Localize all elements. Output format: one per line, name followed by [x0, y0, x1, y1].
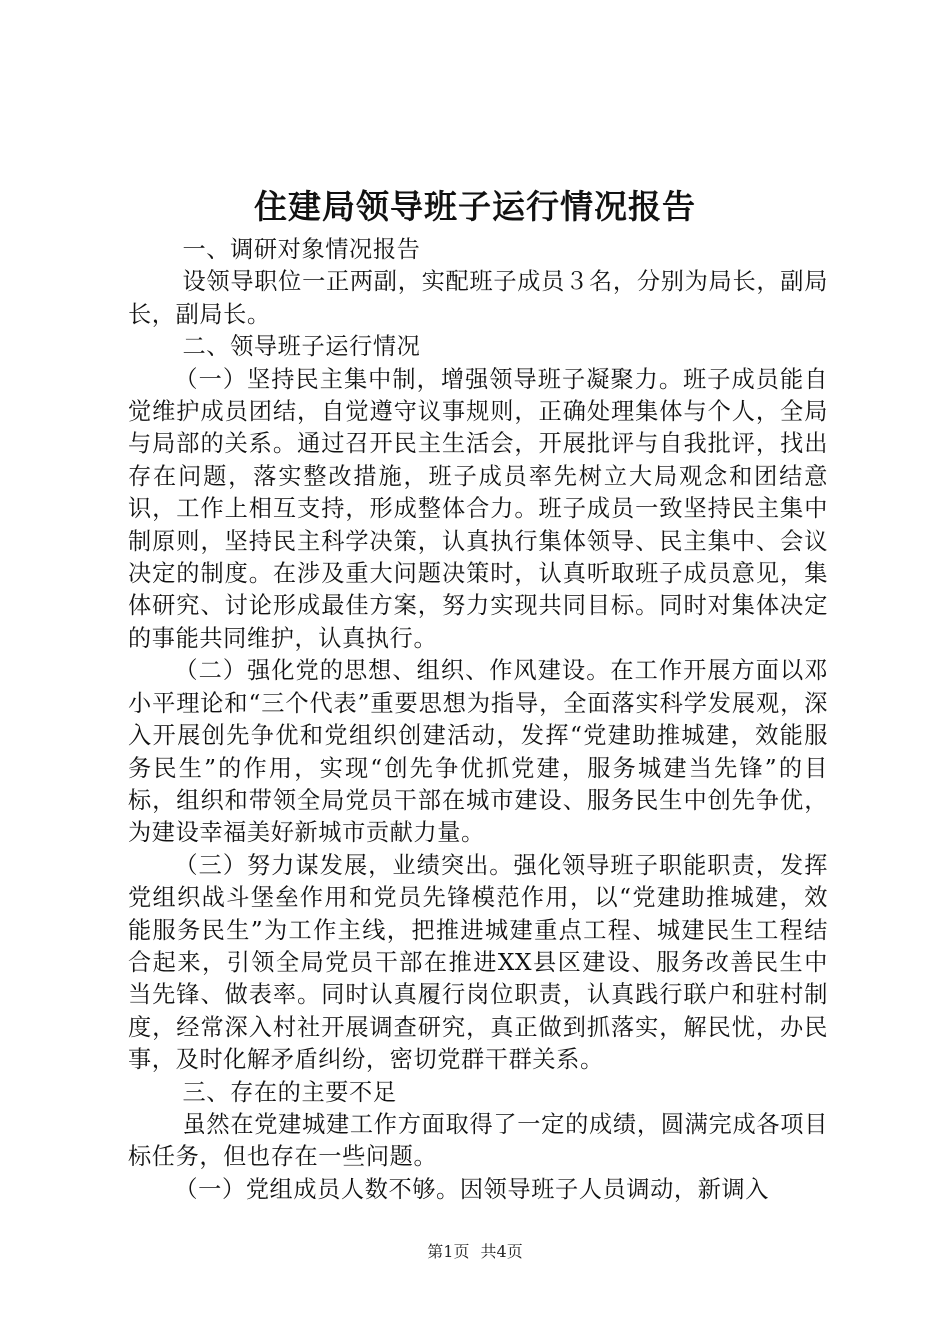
section-heading: 一、调研对象情况报告 [182, 236, 421, 263]
paragraph: 虽然在党建城建工作方面取得了一定的成绩，圆满完成各项目标任务，但也存在一些问题。 [128, 1110, 828, 1171]
paragraph: （二）强化党的思想、组织、作风建设。在工作开展方面以邓小平理论和“三个代表”重要思想为指导，全面落实科学发展观，深入开展创先争优和党组织创建活动，发挥“党建助推城建，效能服务民生”的作用，实现“创先争优抓党建，服务城建当先锋”的目标，组织和带领全局党员干部在城市建设、服务民生中创先争优，为建设幸福美好新城市贡献力量。 [128, 657, 828, 847]
paragraph: 设领导职位一正两副，实配班子成员３名，分别为局长，副局长，副局长。 [128, 268, 828, 328]
section-heading: 二、领导班子运行情况 [182, 333, 421, 361]
document-title: 住建局领导班子运行情况报告 [254, 187, 696, 226]
page-total: 共4页 [480, 1242, 523, 1261]
page-footer [0, 1240, 950, 1264]
section-heading: 三、存在的主要不足 [182, 1078, 397, 1106]
paragraph: （一）坚持民主集中制，增强领导班子凝聚力。班子成员能自觉维护成员团结，自觉遵守议事规则，正确处理集体与个人，全局与局部的关系。通过召开民主生活会，开展批评与自我批评，找出存在问题，落实整改措施，班子成员率先树立大局观念和团结意识，工作上相互支持，形成整体合力。班子成员一致坚持民主集中制原则，坚持民主科学决策，认真执行集体领导、民主集中、会议决定的制度。在涉及重大问题决策时，认真听取班子成员意见，集体研究、讨论形成最佳方案，努力实现共同目标。同时对集体决定的事能共同维护，认真执行。 [128, 365, 828, 652]
paragraph: （一）党组成员人数不够。因领导班子人员调动，新调入 [174, 1175, 770, 1203]
paragraph: （三）努力谋发展，业绩突出。强化领导班子职能职责，发挥党组织战斗堡垒作用和党员先锋模范作用，以“党建助推城建，效能服务民生”为工作主线，把推进城建重点工程、城建民生工程结合起来，引领全局党员干部在推进XX县区建设、服务改善民生中当先锋、做表率。同时认真履行岗位职责，认真践行联户和驻村制度，经常深入村社开展调查研究，真正做到抓落实，解民忧，办民事，及时化解矛盾纠纷，密切党群干群关系。 [128, 851, 828, 1074]
page-number: 第1页 [427, 1242, 470, 1261]
document-body [128, 234, 828, 1206]
